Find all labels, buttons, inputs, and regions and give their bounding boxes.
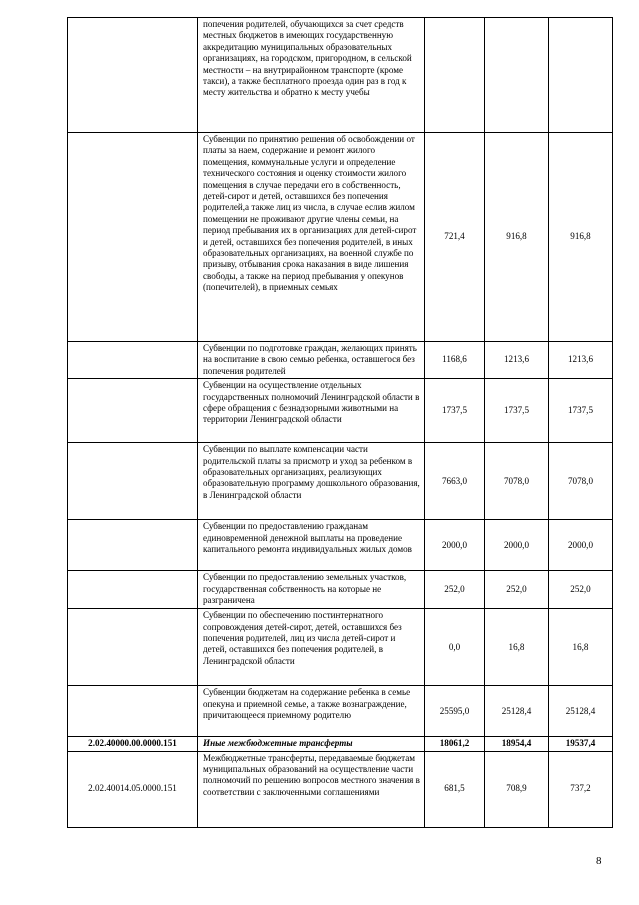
row-value-1: 18061,2: [425, 737, 485, 751]
table-row: [68, 342, 613, 379]
table-row: [68, 379, 613, 443]
row-value-2: 25128,4: [485, 686, 549, 737]
row-description: Субвенции по подготовке граждан, желающих принять на воспитание в свою семью ребенка, оставшегося без попечения родителей: [198, 342, 425, 379]
row-value-1: 681,5: [425, 751, 485, 827]
table-row: [68, 443, 613, 520]
table-row-total-other-transfers: [68, 737, 613, 751]
row-value-1: 2000,0: [425, 520, 485, 571]
row-value-1: 1737,5: [425, 379, 485, 443]
row-value-3: 737,2: [549, 751, 613, 827]
row-value-1: 1168,6: [425, 342, 485, 379]
table-row: [68, 520, 613, 571]
row-description: Субвенции по предоставлению гражданам единовременной денежной выплаты на проведение капитального ремонта индивидуальных жилых домов: [198, 520, 425, 571]
row-description: Субвенции по предоставлению земельных участков, государственная собственность на которые не разграничена: [198, 571, 425, 609]
table-row: [68, 571, 613, 609]
table-row: [68, 751, 613, 827]
row-code: [68, 133, 198, 342]
row-code: [68, 686, 198, 737]
row-value-2: 2000,0: [485, 520, 549, 571]
row-value-3: 25128,4: [549, 686, 613, 737]
row-value-3: 252,0: [549, 571, 613, 609]
row-value-2: 1737,5: [485, 379, 549, 443]
budget-table: [67, 17, 613, 828]
row-value-2: 16,8: [485, 609, 549, 686]
row-value-1: 721,4: [425, 133, 485, 342]
row-value-3: 16,8: [549, 609, 613, 686]
row-value-2: 7078,0: [485, 443, 549, 520]
row-value-3: 7078,0: [549, 443, 613, 520]
row-value-1: 7663,0: [425, 443, 485, 520]
row-code: [68, 18, 198, 133]
row-code: [68, 571, 198, 609]
row-value-2: 252,0: [485, 571, 549, 609]
row-value-1: 0,0: [425, 609, 485, 686]
table-row: [68, 18, 613, 133]
row-code: [68, 443, 198, 520]
row-value-2: 916,8: [485, 133, 549, 342]
row-value-3: [549, 18, 613, 133]
row-description: Субвенции по выплате компенсации части родительской платы за присмотр и уход за ребенком в образовательных организациях, реализующих образовательную программу дошкольного образования, в Ленинградской области: [198, 443, 425, 520]
page-number: 8: [596, 855, 602, 867]
row-value-2: 18954,4: [485, 737, 549, 751]
row-description: Иные межбюджетные трансферты: [198, 737, 425, 751]
row-code: [68, 379, 198, 443]
row-value-1: [425, 18, 485, 133]
row-code: 2.02.40000.00.0000.151: [68, 737, 198, 751]
row-value-1: 252,0: [425, 571, 485, 609]
row-value-2: 708,9: [485, 751, 549, 827]
row-description: Субвенции на осуществление отдельных государственных полномочий Ленинградской области в сфере обращения с безнадзорными животными на территории Ленинградской области: [198, 379, 425, 443]
row-description: Субвенции по обеспечению постинтернатного сопровождения детей-сирот, детей, оставшихся без попечения родителей, лиц из числа детей-сирот и детей, оставшихся без попечения родителей, в Ленинградской области: [198, 609, 425, 686]
row-code: [68, 520, 198, 571]
table-row: [68, 609, 613, 686]
row-value-3: 19537,4: [549, 737, 613, 751]
row-code: [68, 342, 198, 379]
table-row: [68, 133, 613, 342]
row-value-3: 2000,0: [549, 520, 613, 571]
row-value-2: 1213,6: [485, 342, 549, 379]
row-code: 2.02.40014.05.0000.151: [68, 751, 198, 827]
row-description: Межбюджетные трансферты, передаваемые бюджетам муниципальных образований на осуществление части полномочий по решению вопросов местного значения в соответствии с заключенными соглашениями: [198, 751, 425, 827]
row-description: Субвенции по принятию решения об освобождении от платы за наем, содержание и ремонт жилого помещения, коммунальные услуги и определение технического состояния и оценку стоимости жилого помещения в случае передачи его в собственность, детей-сирот и детей, оставшихся без попечения родителей,а также лиц из числа, в случае еслив жилом помещении не проживают другие члены семьи, на период пребывания их в организациях для детей-сирот и детей, оставшихся без попечения родителей, в иных образовательных организациях, на военной службе по призыву, отбывания срока наказания в виде лишения свободы, а также на период пребывания у опекунов (попечителей), в приемных семьях: [198, 133, 425, 342]
row-description: попечения родителей, обучающихся за счет средств местных бюджетов в имеющих государственную аккредитацию муниципальных образовательных организациях, на городском, пригородном, в сельской местности – на внутрирайонном транспорте (кроме такси), а также бесплатного проезда один раз в год к месту жительства и обратно к месту учебы: [198, 18, 425, 133]
row-value-3: 1213,6: [549, 342, 613, 379]
row-value-2: [485, 18, 549, 133]
table-row: [68, 686, 613, 737]
row-value-1: 25595,0: [425, 686, 485, 737]
row-value-3: 916,8: [549, 133, 613, 342]
row-description: Субвенции бюджетам на содержание ребенка в семье опекуна и приемной семье, а также вознаграждение, причитающееся приемному родителю: [198, 686, 425, 737]
row-code: [68, 609, 198, 686]
row-value-3: 1737,5: [549, 379, 613, 443]
